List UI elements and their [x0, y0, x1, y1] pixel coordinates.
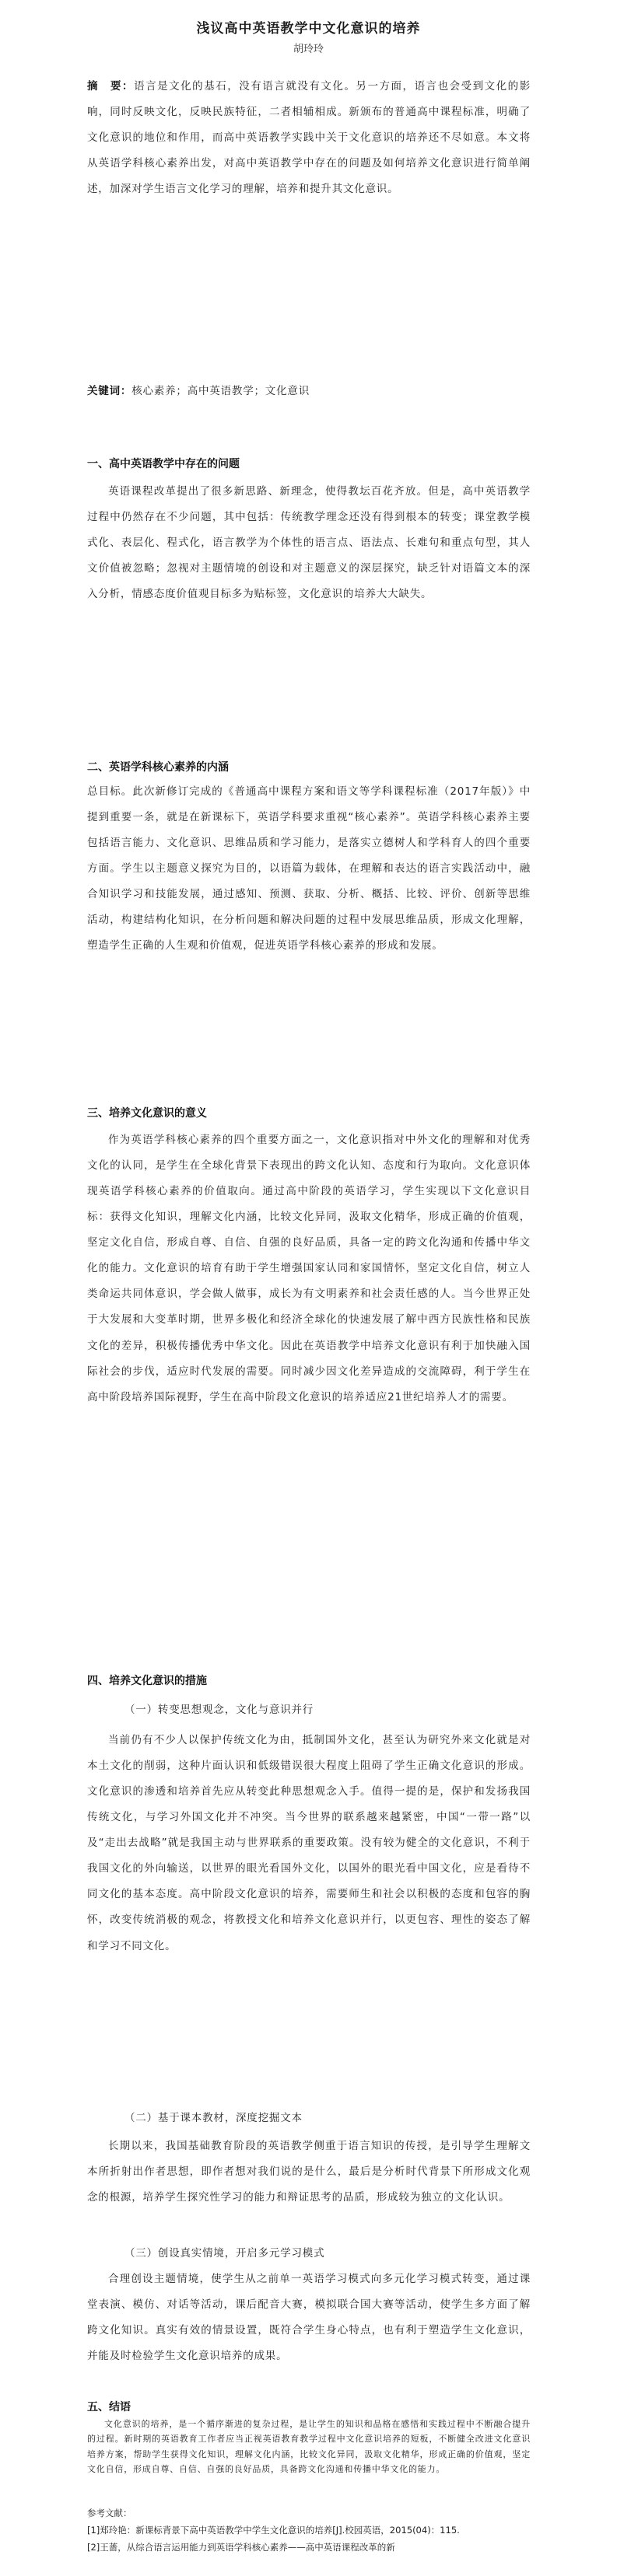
- subsection-heading-context: （三）创设真实情境，开启多元学习模式: [124, 2247, 325, 2260]
- subsection-body-context: 合理创设主题情境，使学生从之前单一英语学习模式向多元化学习模式转变，通过课堂表演、模仿、对话等活动，课后配音大赛，模拟联合国大赛等活动，使学生多方面了解跨文化知识。真实有效的情景设置，既符合学生身心特点，也有利于塑造学生文化意识，并能及时检验学生文化意识培养的成果。: [87, 2273, 531, 2363]
- section-body-significance: 作为英语学科核心素养的四个重要方面之一，文化意识指对中外文化的理解和对优秀文化的认同，是学生在全球化背景下表现出的跨文化认知、态度和行为取向。文化意识体现英语学科核心素养的价值取向。通过高中阶段的英语学习，学生实现以下文化意识目标：获得文化知识，理解文化内涵，比较文化异同，汲取文化精华，形成正确的价值观，坚定文化自信，形成自尊、自信、自强的良好品质，具备一定的跨文化沟通和传播中华文化的能力。文化意识的培育有助于学生增强国家认同和家国情怀，坚定文化自信，树立人类命运共同体意识，学会做人做事，成长为有文明素养和社会责任感的人。当今世界正处于大发展和大变革时期，世界多极化和经济全球化的快速发展了解中西方民族性格和民族文化的差异，积极传播优秀中华文化。因此在英语教学中培养文化意识有利于加快融入国际社会的步伐，适应时代发展的需要。同时减少因文化差异造成的交流障碍，利于学生在高中阶段培养国际视野，学生在高中阶段文化意识的培养适应21世纪培养人才的需要。: [87, 1134, 531, 1403]
- keywords-label: 关键词：: [87, 385, 132, 397]
- references-list: [87, 2505, 538, 2557]
- keywords-line: [87, 379, 531, 404]
- reference-item: [1]郑玲艳：新课标背景下高中英语教学中学生文化意识的培养[J].校园英语，2015(04)：115.: [87, 2524, 460, 2536]
- document-title: 浅议高中英语教学中文化意识的培养: [196, 21, 421, 37]
- keywords-text: 核心素养；高中英语教学；文化意识: [131, 385, 310, 397]
- abstract-label: 摘 要：: [87, 80, 135, 93]
- section-heading-problems: 一、高中英语教学中存在的问题: [87, 458, 240, 470]
- section-heading-measures: 四、培养文化意识的措施: [87, 1675, 207, 1687]
- subsection-body-textbook: 长期以来，我国基础教育阶段的英语教学侧重于语言知识的传授，是引导学生理解文本所折射出作者思想，即作者想对我们说的是什么，最后是分析时代背景下所形成文化观念的根源，培养学生探究性学习的能力和辩证思考的品质，形成较为独立的文化认识。: [87, 2140, 531, 2204]
- section-heading-core-literacy: 二、英语学科核心素养的内涵: [87, 761, 229, 774]
- section-heading-conclusion: 五、结语: [87, 2401, 131, 2413]
- author-name: 胡玲玲: [293, 44, 324, 55]
- section-body-conclusion: 文化意识的培养，是一个循序渐进的复杂过程，是让学生的知识和品格在感悟和实践过程中不断融合提升的过程。新时期的英语教育工作者应当正视英语教育教学过程中文化意识培养的短板，不断健全改进文化意识培养方案，帮助学生获得文化知识，理解文化内涵，比较文化异同，汲取文化精华，形成正确的价值观，坚定文化自信，形成自尊、自信、自强的良好品质，具备跨文化沟通和传播中华文化的能力。: [87, 2419, 531, 2474]
- subsection-body-mindset: 当前仍有不少人以保护传统文化为由，抵制国外文化，甚至认为研究外来文化就是对本土文化的削弱，这种片面认识和低级错误很大程度上阻碍了学生正确文化意识的形成。文化意识的渗透和培养首先应从转变此种思想观念入手。值得一提的是，保护和发扬我国传统文化，与学习外国文化并不冲突。当今世界的联系越来越紧密，中国“一带一路”以及“走出去战略”就是我国主动与世界联系的重要政策。没有较为健全的文化意识，不利于我国文化的外向输送，以世界的眼光看国外文化，以国外的眼光看中国文化，应是看待不同文化的基本态度。高中阶段文化意识的培养，需要师生和社会以积极的态度和包容的胸怀，改变传统消极的观念，将教授文化和培养文化意识并行，以更包容、理性的姿态了解和学习不同文化。: [87, 1734, 531, 1952]
- section-body-problems: 英语课程改革提出了很多新思路、新理念，使得教坛百花齐放。但是，高中英语教学过程中仍然存在不少问题，其中包括：传统教学理念还没有得到根本的转变；课堂教学模式化、表层化、程式化，语言教学为个体性的语言点、语法点、长难句和重点句型，其人文价值被忽略；忽视对主题情境的创设和对主题意义的深层探究，缺乏针对语篇文本的深入分析，情感态度价值观目标多为贴标签，文化意识的培养大大缺失。: [87, 485, 531, 601]
- subsection-heading-textbook: （二）基于课本教材，深度挖掘文本: [124, 2112, 303, 2124]
- abstract-text: 语言是文化的基石，没有语言就没有文化。另一方面，语言也会受到文化的影响，同时反映文化，反映民族特征，二者相辅相成。新颁布的普通高中课程标准，明确了文化意识的地位和作用，而高中英语教学实践中关于文化意识的培养还不尽如意。本文将从英语学科核心素养出发，对高中英语教学中存在的问题及如何培养文化意识进行简单阐述，加深对学生语言文化学习的理解，培养和提升其文化意识。: [87, 80, 531, 196]
- section-body-core-literacy: 总目标。此次新修订完成的《普通高中课程方案和语文等学科课程标准（2017年版）》中提到重要一条，就是在新课标下，英语学科要求重视“核心素养”。英语学科核心素养主要包括语言能力、文化意识、思维品质和学习能力，是落实立德树人和学科育人的四个重要方面。学生以主题意义探究为目的，以语篇为载体，在理解和表达的语言实践活动中，融合知识学习和技能发展，通过感知、预测、获取、分析、概括、比较、评价、创新等思维活动，构建结构化知识，在分析问题和解决问题的过程中发展思维品质，形成文化理解，塑造学生正确的人生观和价值观，促进英语学科核心素养的形成和发展。: [87, 785, 531, 952]
- abstract-paragraph: [87, 74, 531, 202]
- reference-item: [2]王蔷，从综合语言运用能力到英语学科核心素养——高中英语课程改革的新: [87, 2541, 395, 2553]
- section-heading-significance: 三、培养文化意识的意义: [87, 1107, 207, 1120]
- subsection-heading-mindset: （一）转变思想观念，文化与意识并行: [124, 1704, 314, 1716]
- references-label: 参考文献：: [87, 2508, 132, 2518]
